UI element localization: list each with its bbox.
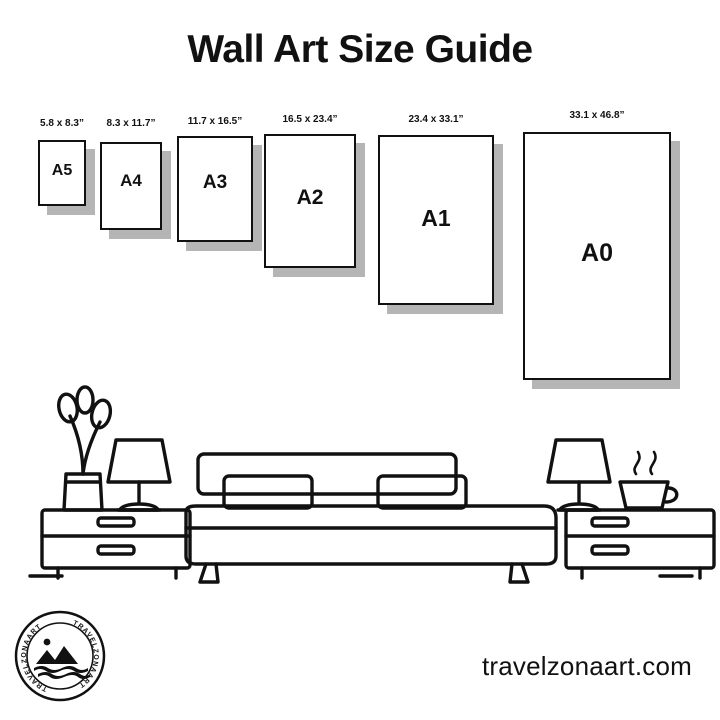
nightstand-left: [42, 510, 190, 578]
brand-logo[interactable]: [14, 610, 106, 702]
table-lamp-right: [548, 440, 610, 510]
frame-box-a1[interactable]: [378, 135, 494, 305]
frame-label-a3: A3: [202, 172, 228, 193]
logo-text-bottom: TRAVELZONAART: [20, 623, 49, 693]
frame-box-a0[interactable]: [523, 132, 671, 380]
frame-label-a2: A2: [296, 186, 324, 209]
nightstand-right: [566, 510, 714, 578]
frame-box-a5[interactable]: [38, 140, 86, 206]
frame-box-a2[interactable]: [264, 134, 356, 268]
frame-dimension-a3: 11.7 x 16.5”: [187, 116, 243, 127]
page-title: Wall Art Size Guide: [187, 28, 533, 71]
frame-label-a0: A0: [581, 239, 613, 267]
frame-dimension-a0: 33.1 x 46.8”: [569, 110, 625, 121]
bed: [186, 454, 556, 582]
coffee-cup: [620, 452, 677, 508]
frame-label-a4: A4: [120, 171, 142, 190]
logo-text-top: TRAVELZONAART: [71, 619, 100, 689]
frame-box-a3[interactable]: [177, 136, 253, 242]
website-url[interactable]: travelzonaart.com: [481, 651, 692, 681]
vase-with-plant: [56, 387, 113, 510]
frame-dimension-a5: 5.8 x 8.3”: [40, 118, 84, 129]
table-lamp-left: [108, 440, 170, 510]
frame-dimension-a2: 16.5 x 23.4”: [282, 114, 338, 125]
bedroom-illustration: [0, 378, 720, 608]
frame-label-a5: A5: [51, 162, 73, 179]
frame-dimension-a1: 23.4 x 33.1”: [408, 114, 464, 125]
frame-label-a1: A1: [421, 205, 451, 231]
frame-dimension-a4: 8.3 x 11.7”: [106, 118, 156, 129]
frame-box-a4[interactable]: [100, 142, 162, 230]
